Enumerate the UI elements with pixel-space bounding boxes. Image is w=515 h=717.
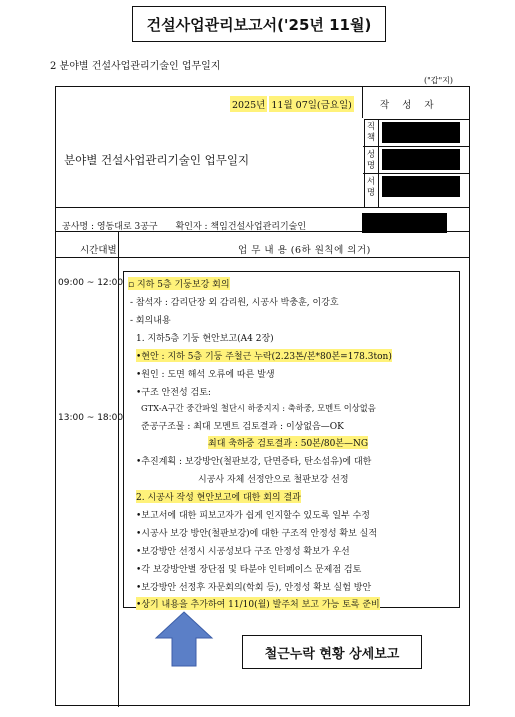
up-arrow-icon — [154, 610, 214, 668]
time-slot-afternoon: 13:00 ~ 18:00 — [58, 413, 124, 423]
column-header-content: 업 무 내 용 (6하 원칙에 의거) — [238, 245, 371, 256]
content-line: •현안 : 지하 5층 기둥 주철근 누락(2.23톤/본*80본=178.3ton) — [136, 349, 392, 362]
report-date — [230, 96, 354, 112]
redacted-inspector — [362, 213, 447, 233]
content-line: •각 보강방안별 장단점 및 타분야 인터페이스 문제점 검토 — [136, 565, 362, 575]
content-line: •추진계획 : 보강방안(철판보강, 단면증타, 탄소섬유)에 대한 — [136, 457, 372, 467]
form-code: ("갑"지) — [424, 76, 454, 85]
content-line: 준공구조물 : 최대 모멘트 검토결과 : 이상없음—OK — [141, 422, 344, 432]
section-heading: 2 분야별 건설사업관리기술인 업무일지 — [50, 61, 221, 72]
date-year: 2025년 — [230, 96, 267, 112]
content-line: •시공사 보강 방안(철판보강)에 대한 구조적 안정성 확보 실적 — [136, 529, 378, 539]
divider — [363, 146, 470, 147]
time-slot-morning: 09:00 ~ 12:00 — [58, 278, 124, 288]
author-label: 작 성 자 — [380, 100, 439, 111]
site-name: 공사명 : 영동대로 3공구 — [62, 222, 158, 232]
content-line: 1. 지하5층 기둥 현안보고(A4 2장) — [136, 334, 274, 344]
content-line: - 참석자 : 감리단장 외 감리원, 시공사 박충훈, 이강호 — [130, 298, 339, 308]
divider — [118, 231, 119, 707]
document-title: 건설사업관리보고서('25년 11월) — [132, 6, 386, 42]
sign-label-position: 직책 — [366, 122, 376, 143]
divider — [363, 173, 470, 174]
form-subtitle: 분야별 건설사업관리기술인 업무일지 — [64, 153, 250, 167]
callout-box: 철근누락 현황 상세보고 — [242, 635, 422, 669]
divider — [56, 207, 469, 208]
redacted-name — [382, 149, 460, 170]
redacted-position — [382, 122, 460, 143]
content-line: •상기 내용을 추가하여 11/10(월) 발주처 보고 가능 토록 준비 — [136, 597, 380, 610]
divider — [364, 119, 469, 120]
date-month-day: 11월 07일(금요일) — [269, 96, 354, 112]
content-line: •원인 : 도면 해석 오류에 따른 발생 — [136, 370, 275, 380]
sign-label-name: 성명 — [366, 150, 376, 171]
column-header-time: 시간대별 — [80, 245, 117, 256]
divider — [362, 86, 363, 118]
content-line: GTX-A구간 중간파일 철단시 하중지지 : 축하중, 모멘트 이상없음 — [141, 403, 376, 413]
inspector-label: 확인자 : 책임건설사업관리기술인 — [175, 222, 307, 232]
content-line: •구조 안전성 검토: — [136, 388, 211, 398]
content-line: 최대 축하중 검토결과 : 50본/80본—NG — [208, 436, 368, 449]
redacted-signature — [382, 176, 460, 197]
content-line: 2. 시공사 작성 현안보고에 대한 회의 결과 — [136, 490, 301, 503]
content-line: •보고서에 대한 피보고자가 쉽게 인지할수 있도록 일부 수정 — [136, 511, 370, 521]
site-row — [62, 219, 306, 232]
content-line: 시공사 자체 선정안으로 철판보강 선정 — [198, 475, 349, 485]
divider — [364, 119, 365, 207]
content-line: - 회의내용 — [130, 316, 171, 326]
divider — [378, 119, 379, 207]
content-line: ▫ 지하 5층 기둥보강 회의 — [128, 277, 230, 290]
content-line: •보강방안 선정후 자문회의(학회 등), 안정성 확보 실험 방안 — [136, 583, 372, 593]
sign-label-signature: 서명 — [366, 177, 376, 198]
content-line: •보강방안 선정시 시공성보다 구조 안정성 확보가 우선 — [136, 547, 350, 557]
